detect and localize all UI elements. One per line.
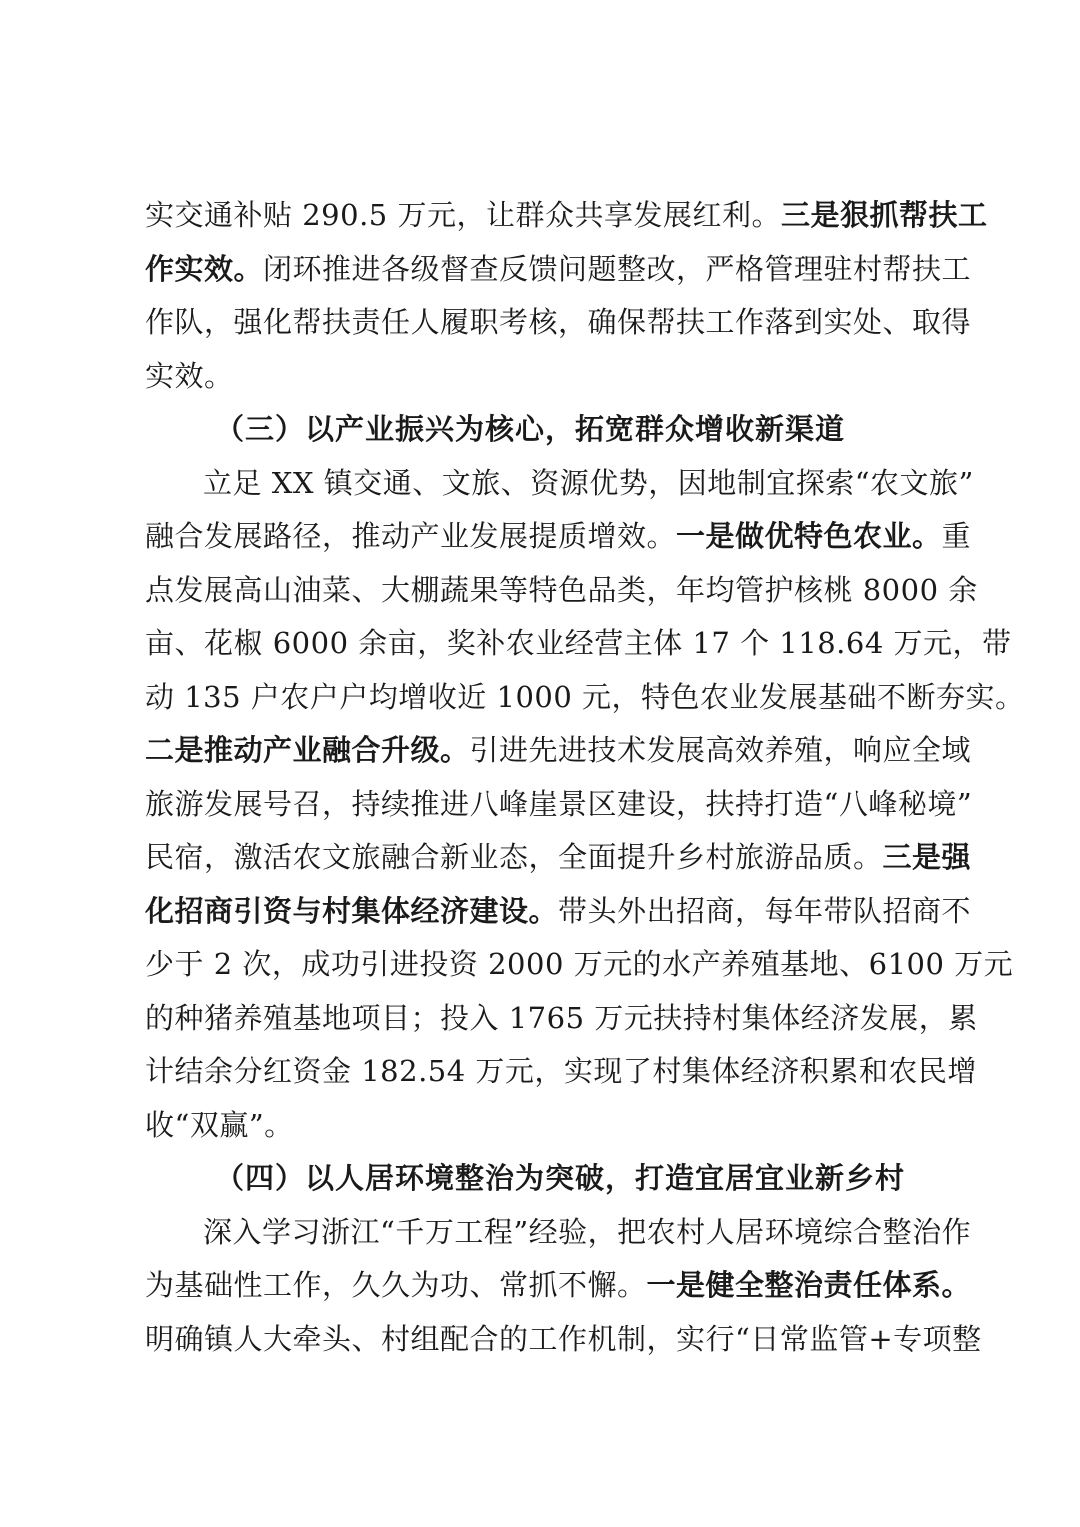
bold-phrase: 化招商引资与村集体经济建设。 [145,893,559,928]
bold-phrase: 一是健全整治责任体系。 [646,1268,972,1302]
text-run: 明确镇人大牵头、村组配合的工作机制，实行“日常监管+专项整 [145,1321,982,1356]
bold-phrase: （三）以产业振兴为核心，拓宽群众增收新渠道 [215,412,846,446]
bold-phrase: 一是做优特色农业。 [676,519,942,553]
paragraph-line [145,1045,977,1099]
paragraph-line [145,671,1025,725]
text-run: 引进先进技术发展高效养殖，响应全域 [469,733,972,767]
paragraph-line [145,189,988,243]
paragraph-line [145,831,972,885]
paragraph-line [145,992,978,1046]
text-run: 少于 2 次，成功引进投资 2000 万元的水产养殖基地、6100 万元 [145,947,1014,981]
paragraph-line [145,296,972,350]
bold-phrase: （四）以人居环境整治为突破，打造宜居宜业新乡村 [215,1161,906,1195]
text-run: 实交通补贴 290.5 万元，让群众共享发展红利。 [145,198,781,232]
section-heading [145,403,945,457]
bold-phrase: 三是狠抓帮扶工 [780,198,988,232]
document-page [145,189,1025,1366]
paragraph-line [145,510,972,564]
text-run: 点发展高山油菜、大棚蔬果等特色品类，年均管护核桃 8000 余 [145,572,978,607]
text-run: 民宿，激活农文旅融合新业态，全面提升乡村旅游品质。 [145,840,883,874]
paragraph-line [145,885,972,939]
text-run: 作队，强化帮扶责任人履职考核，确保帮扶工作落到实处、取得 [145,305,972,339]
bold-phrase: 作实效。 [145,251,264,286]
text-run: 为基础性工作，久久为功、常抓不懈。 [145,1268,647,1302]
text-run: 计结余分红资金 182.54 万元，实现了村集体经济积累和农民增 [145,1054,977,1088]
text-run: 带头外出招商，每年带队招商不 [558,893,972,928]
paragraph-line [145,1259,972,1313]
text-run: 亩、花椒 6000 余亩，奖补农业经营主体 17 个 118.64 万元，带 [145,626,1012,660]
paragraph-line [145,724,972,778]
text-run: 收“双赢”。 [145,1107,294,1142]
paragraph-line [145,350,945,404]
text-run: 深入学习浙江“千万工程”经验，把农村人居环境综合整治作 [203,1214,972,1249]
paragraph-line [145,1099,945,1153]
text-run: 融合发展路径，推动产业发展提质增效。 [145,519,677,553]
text-run: 立足 XX 镇交通、文旅、资源优势，因地制宜探索“农文旅” [203,465,974,500]
bold-phrase: 三是强 [882,840,972,874]
paragraph-line [145,564,978,618]
text-run: 的种猪养殖基地项目；投入 1765 万元扶持村集体经济发展，累 [145,1000,978,1035]
bold-phrase: 二是推动产业融合升级。 [145,733,470,767]
section-heading [145,1152,945,1206]
paragraph-line [145,457,974,511]
paragraph-line [145,938,1014,992]
text-run: 闭环推进各级督查反馈问题整改，严格管理驻村帮扶工 [263,251,972,286]
paragraph-line [145,243,972,297]
text-run: 重 [941,519,972,553]
text-run: 旅游发展号召，持续推进八峰崖景区建设，扶持打造“八峰秘境” [145,786,973,821]
text-run: 实效。 [145,358,234,393]
paragraph-line [145,617,1012,671]
text-run: 动 135 户农户户均增收近 1000 元，特色农业发展基础不断夯实。 [145,679,1025,714]
paragraph-line [145,1206,972,1260]
paragraph-line [145,778,973,832]
paragraph-line [145,1313,982,1367]
